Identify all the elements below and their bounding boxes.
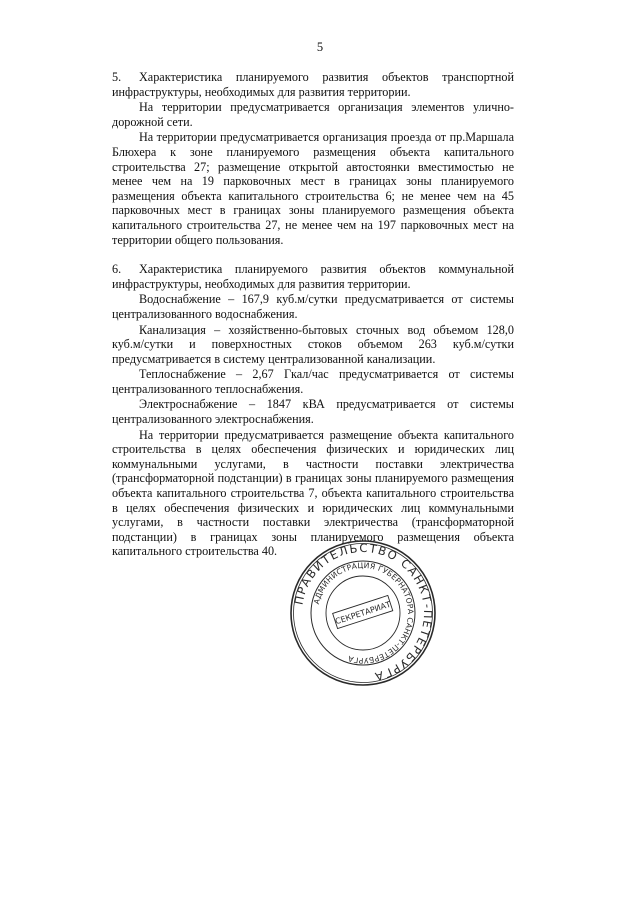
section-6-heading xyxy=(112,262,514,291)
paragraph: Канализация – хозяйственно-бытовых сточных вод объемом 128,0 куб.м/сутки и поверхностных стоков объемом 263 куб.м/сутки предусматривается в систему централизованной канализации. xyxy=(112,322,514,366)
section-heading-text: Характеристика планируемого развития объектов коммунальной инфраструктуры, необходимых для развития территории. xyxy=(112,262,514,291)
section-5-heading xyxy=(112,70,514,99)
paragraph: Водоснабжение – 167,9 куб.м/сутки предусматривается от системы централизованного водоснабжения. xyxy=(112,292,514,321)
paragraph: На территории предусматривается организация элементов улично-дорожной сети. xyxy=(112,100,514,129)
section-number: 6. xyxy=(112,262,122,277)
document-body xyxy=(112,70,514,559)
paragraph: На территории предусматривается размещение объекта капитального строительства в целях обеспечения физических и юридических лиц коммунальными услугами, в частности поставки электричества (трансформаторной подстанции) в границах зоны планируемого размещения объекта капитального строительства 7, объекта капитального строительства в целях обеспечения физических и юридических лиц коммунальными услугами, в частности поставки электричества (трансформаторной подстанции) в границах зоны планируемого размещения объекта капитального строительства 40. xyxy=(112,427,514,559)
paragraph: На территории предусматривается организация проезда от пр.Маршала Блюхера к зоне планируемого размещения объекта капитального строительства 27; размещение открытой автостоянки вместимостью не менее чем на 19 парковочных мест в границах зоны планируемого размещения объекта капитального строительства 6; не менее чем на 45 парковочных мест в границах зоны планируемого размещения объекта капитального строительства 27, не менее чем на 197 парковочных мест на территории общего пользования. xyxy=(112,130,514,247)
section-heading-text: Характеристика планируемого развития объектов транспортной инфраструктуры, необходимых для развития территории. xyxy=(112,70,514,99)
official-seal-stamp xyxy=(289,538,437,688)
page-number: 5 xyxy=(316,40,324,54)
section-number: 5. xyxy=(112,70,122,84)
seal-center-text: СЕКРЕТАРИАТ xyxy=(334,599,392,627)
seal-outer-text: ПРАВИТЕЛЬСТВО САНКТ-ПЕТЕРБУРГА xyxy=(291,540,436,685)
paragraph: Теплоснабжение – 2,67 Гкал/час предусматривается от системы централизованного теплоснабжения. xyxy=(112,367,514,396)
paragraph: Электроснабжение – 1847 кВА предусматривается от системы централизованного электроснабжения. xyxy=(112,397,514,427)
seal-inner-text: АДМИНИСТРАЦИЯ ГУБЕРНАТОРА САНКТ-ПЕТЕРБУРГА xyxy=(311,560,416,666)
